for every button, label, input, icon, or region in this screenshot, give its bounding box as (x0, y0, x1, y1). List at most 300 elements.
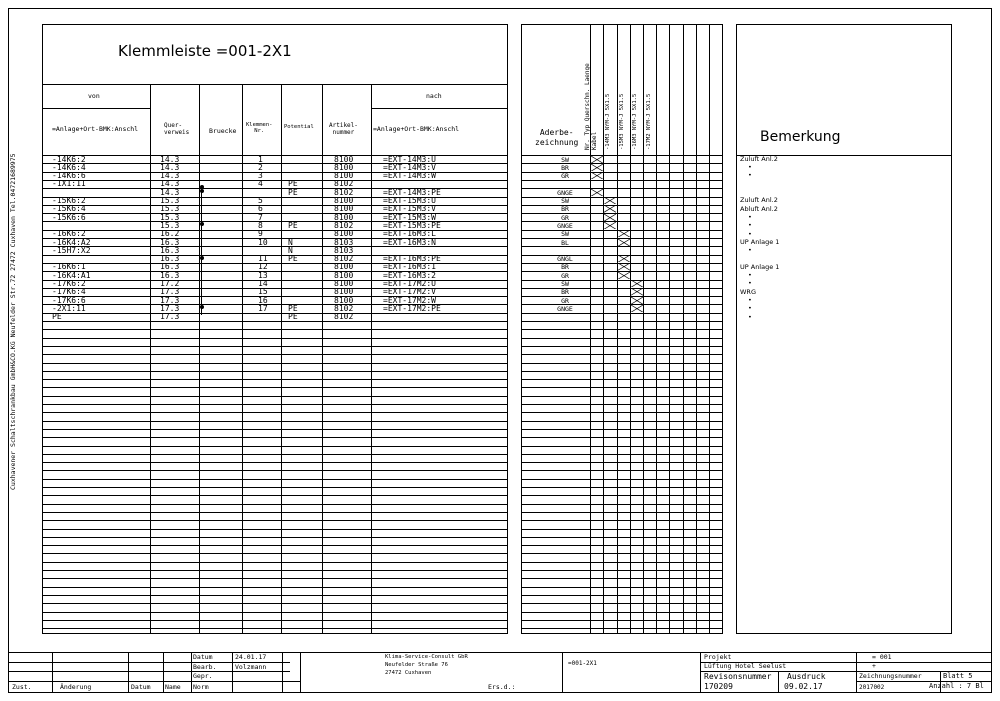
connection-cross (604, 214, 616, 221)
row-line (42, 454, 508, 455)
row-line (42, 412, 508, 413)
cell-von: -15K6:2 (52, 196, 86, 205)
row-line (521, 396, 723, 397)
row-line (521, 421, 723, 422)
row-line (521, 346, 723, 347)
bemerkung-note: • (748, 229, 752, 238)
cell-potential: N (288, 237, 293, 247)
company-line2: Neufelder Straße 76 (385, 662, 448, 668)
connection-cross (631, 288, 643, 295)
row-line (42, 462, 508, 463)
cell-artikelnummer: 8100 (334, 154, 354, 164)
header-von: von (88, 92, 100, 100)
row-line (521, 454, 723, 455)
bearb-label: Bearb. (193, 662, 217, 671)
cell-querverweis: 16.3 (160, 237, 180, 247)
connection-cross (604, 205, 616, 212)
cell-nach: =EXT-14M3:V (383, 162, 436, 172)
row-line (42, 512, 508, 513)
row-line (521, 387, 723, 388)
header-anschluss-von: =Anlage+Ort-BMK:Anschl (52, 125, 139, 133)
revision-value: 170209 (704, 682, 733, 691)
cell-von: -16K4:A2 (52, 237, 91, 247)
cell-artikelnummer: 8100 (334, 196, 354, 205)
titleblock-col (700, 652, 701, 693)
cell-aderbezeichnung: BR (561, 163, 569, 172)
bemerkung-note: Zuluft Anl.2 (740, 196, 778, 205)
aenderung-label: Änderung (60, 683, 92, 691)
cell-klemmen-nr: 3 (258, 171, 263, 181)
row-line (42, 587, 508, 588)
row-line (521, 379, 723, 380)
zeichnung-value: 2017002 (859, 684, 885, 691)
titleblock-col (128, 652, 129, 693)
row-line (42, 271, 508, 272)
cell-aderbezeichnung: GNGE (557, 221, 573, 230)
cell-klemmen-nr: 4 (258, 179, 263, 189)
cell-potential: PE (288, 312, 298, 322)
row-line (42, 329, 508, 330)
header-line (42, 155, 508, 156)
cell-querverweis: 17.3 (160, 312, 180, 322)
row-line (521, 495, 723, 496)
row-line (42, 288, 508, 289)
bemerkung-frame (736, 24, 952, 634)
row-line (521, 313, 723, 314)
column-line (322, 84, 323, 634)
datum-label: Datum (193, 653, 213, 661)
row-line (42, 446, 508, 447)
row-line (521, 213, 723, 214)
titleblock-col (282, 652, 283, 693)
row-line (521, 288, 723, 289)
row-line (42, 321, 508, 322)
cell-klemmen-nr: 7 (258, 212, 263, 222)
header-bruecke: Bruecke (209, 127, 237, 135)
cell-querverweis: 16.3 (160, 254, 180, 264)
cell-artikelnummer: 8102 (334, 303, 354, 313)
cell-aderbezeichnung: GNGL (557, 255, 573, 264)
titleblock-line (8, 652, 992, 653)
company-line1: Klima-Service-Consult GbR (385, 654, 468, 660)
cell-nach: =EXT-17M2:V (383, 287, 436, 297)
cell-nach: =EXT-16M3:2 (383, 270, 436, 280)
connection-cross (631, 305, 643, 312)
row-line (42, 520, 508, 521)
bemerkung-note: • (748, 304, 752, 313)
column-line (281, 84, 282, 634)
cell-potential: PE (288, 220, 298, 230)
cell-von: PE (52, 312, 62, 322)
row-line (42, 421, 508, 422)
cell-querverweis: 17.3 (160, 287, 180, 297)
row-line (42, 354, 508, 355)
cell-artikelnummer: 8100 (334, 212, 354, 222)
cell-nach: =EXT-15M3:U (383, 196, 436, 205)
row-line (42, 346, 508, 347)
bemerkung-note: Abluft Anl.2 (740, 204, 778, 213)
row-line (521, 620, 723, 621)
cell-klemmen-nr: 15 (258, 287, 268, 297)
cell-querverweis: 16.3 (160, 245, 180, 255)
cell-klemmen-nr: 16 (258, 295, 268, 305)
table-title: Klemmleiste =001-2X1 (118, 42, 292, 60)
row-line (521, 371, 723, 372)
cell-von: -16K4:A1 (52, 270, 91, 280)
titleblock-col (52, 652, 53, 693)
row-line (42, 578, 508, 579)
bemerkung-note: • (748, 295, 752, 304)
row-line (42, 429, 508, 430)
plus-value: + (872, 662, 876, 670)
cell-von: -17K6:4 (52, 287, 86, 297)
header-line (42, 84, 508, 85)
row-line (521, 354, 723, 355)
titleblock-col (856, 652, 857, 693)
cell-nach: =EXT-14M3:PE (383, 187, 441, 197)
cell-klemmen-nr: 2 (258, 162, 263, 172)
row-line (521, 205, 723, 206)
drawing-id: =001-2X1 (568, 660, 597, 667)
row-line (521, 321, 723, 322)
cell-querverweis: 17.2 (160, 279, 180, 288)
projekt-label: Projekt (704, 653, 732, 661)
row-line (521, 412, 723, 413)
row-line (521, 329, 723, 330)
connection-cross (591, 156, 603, 163)
cell-potential: PE (288, 254, 298, 264)
row-line (521, 470, 723, 471)
cell-artikelnummer: 8100 (334, 295, 354, 305)
company-side-text: Cuxhavener Schaltschrankbau GmbH&CO.KG Neufelder Str.72 27472 Cuxhaven Tel.04721689975 (9, 153, 17, 490)
row-line (42, 495, 508, 496)
bemerkung-title: Bemerkung (760, 129, 841, 145)
cell-artikelnummer: 8102 (334, 187, 354, 197)
cell-querverweis: 14.3 (160, 154, 180, 164)
cell-artikelnummer: 8102 (334, 179, 354, 189)
row-line (521, 553, 723, 554)
connection-cross (604, 222, 616, 229)
connection-cross (591, 164, 603, 171)
ers-label: Ers.d.: (488, 683, 516, 691)
cable-column-label: -14M3 NYM-J 5X1.5 (605, 93, 611, 150)
cell-nach: =EXT-17M2:PE (383, 303, 441, 313)
titleblock-col (562, 652, 563, 693)
row-line (521, 603, 723, 604)
cable-column-label: -15M3 NYM-J 5X1.5 (618, 93, 625, 150)
titleblock-col (163, 652, 164, 693)
cell-nach: =EXT-15M3:V (383, 204, 436, 214)
titleblock-col (778, 671, 779, 693)
cell-artikelnummer: 8103 (334, 245, 354, 255)
bearb-value: Volzmann (235, 662, 267, 671)
bemerkung-note: • (748, 246, 752, 255)
cell-nach: =EXT-16M3:PE (383, 254, 441, 264)
cell-artikelnummer: 8100 (334, 262, 354, 272)
header-aderbezeichnung: Aderbe- zeichnung (535, 128, 579, 147)
cell-klemmen-nr: 5 (258, 196, 263, 205)
cell-artikelnummer: 8102 (334, 312, 354, 322)
cell-aderbezeichnung: BR (561, 263, 569, 272)
cell-von: -16K6:2 (52, 229, 86, 239)
cell-querverweis: 16.3 (160, 262, 180, 272)
cell-nach: =EXT-17M2:W (383, 295, 436, 305)
cell-artikelnummer: 8100 (334, 204, 354, 214)
bemerkung-note: WRG (740, 287, 756, 296)
row-line (521, 520, 723, 521)
connection-cross (631, 280, 643, 287)
cell-querverweis: 16.2 (160, 229, 180, 239)
zust-label: Zust. (12, 683, 32, 691)
cell-von: -2X1:11 (52, 303, 86, 313)
titleblock-line (856, 662, 992, 663)
row-line (42, 529, 508, 530)
header-anschluss-nach: =Anlage+Ort-BMK:Anschl (373, 125, 460, 133)
cell-artikelnummer: 8100 (334, 171, 354, 181)
row-line (42, 545, 508, 546)
cell-von: -14K6:6 (52, 171, 86, 181)
row-line (42, 553, 508, 554)
cell-potential: PE (288, 179, 298, 189)
bemerkung-note: • (748, 279, 752, 288)
blatt-value: Blatt 5 (943, 672, 973, 680)
cell-artikelnummer: 8100 (334, 279, 354, 288)
row-line (521, 562, 723, 563)
cell-nach: =EXT-16M3:N (383, 237, 436, 247)
titleblock-col (191, 652, 192, 693)
column-line (199, 84, 200, 634)
row-line (42, 238, 508, 239)
row-line (521, 280, 723, 281)
bemerkung-note: • (748, 271, 752, 279)
row-line (521, 446, 723, 447)
gepr-label: Gepr. (193, 672, 213, 680)
cell-nach: =EXT-15M3:PE (383, 220, 441, 230)
bemerkung-note: • (748, 163, 752, 172)
cell-aderbezeichnung: BR (561, 288, 569, 297)
row-line (521, 479, 723, 480)
header-potential: Potential (284, 124, 314, 130)
connection-cross (591, 172, 603, 179)
bridge-line (201, 186, 202, 316)
cell-klemmen-nr: 17 (258, 303, 268, 313)
header-line (42, 108, 150, 109)
row-line (42, 620, 508, 621)
header-querverweis: Quer- verweis (164, 122, 190, 136)
cell-von: -15H7:X2 (52, 245, 91, 255)
cell-klemmen-nr: 1 (258, 154, 263, 164)
cell-von: -15K6:6 (52, 212, 86, 222)
cell-querverweis: 17.3 (160, 303, 180, 313)
cell-querverweis: 15.3 (160, 220, 180, 230)
cell-artikelnummer: 8100 (334, 162, 354, 172)
connection-cross (631, 297, 643, 304)
row-line (521, 197, 723, 198)
row-line (42, 180, 508, 181)
cell-klemmen-nr: 14 (258, 279, 268, 288)
cell-nach: =EXT-14M3:U (383, 154, 436, 164)
datum-value: 24.01.17 (235, 653, 267, 661)
cell-aderbezeichnung: GR (561, 172, 569, 181)
row-line (521, 172, 723, 173)
cell-artikelnummer: 8100 (334, 287, 354, 297)
row-line (42, 246, 508, 247)
row-line (521, 304, 723, 305)
row-line (521, 570, 723, 571)
company-line3: 27472 Cuxhaven (385, 670, 432, 676)
row-line (42, 387, 508, 388)
cell-artikelnummer: 8102 (334, 254, 354, 264)
bemerkung-note: UP Anlage 1 (740, 262, 780, 271)
cell-von: -14K6:4 (52, 162, 86, 172)
row-line (42, 628, 508, 629)
column-line (242, 84, 243, 634)
bemerkung-note: • (748, 221, 752, 230)
cell-querverweis: 14.3 (160, 179, 180, 189)
cell-von: -14K6:2 (52, 154, 86, 164)
cell-klemmen-nr: 12 (258, 262, 268, 272)
row-line (42, 280, 508, 281)
anzahl-value: Anzahl : 7 Bl (929, 682, 984, 690)
cell-klemmen-nr: 8 (258, 220, 263, 230)
cell-nach: =EXT-17M2:U (383, 279, 436, 288)
header-kabel: Nr. Typ Querschn. Laenge Kabel (584, 63, 598, 150)
cell-querverweis: 15.3 (160, 196, 180, 205)
row-line (42, 296, 508, 297)
row-line (42, 213, 508, 214)
row-line (42, 504, 508, 505)
cell-klemmen-nr: 11 (258, 254, 268, 264)
zeichnung-label: Zeichnungsnummer (859, 672, 922, 680)
cell-nach: =EXT-15M3:W (383, 212, 436, 222)
header-line (521, 155, 723, 156)
row-line (521, 180, 723, 181)
row-line (42, 570, 508, 571)
row-line (42, 163, 508, 164)
row-line (521, 628, 723, 629)
row-line (521, 404, 723, 405)
cell-querverweis: 17.3 (160, 295, 180, 305)
titleblock-col (232, 652, 233, 693)
cell-querverweis: 14.3 (160, 162, 180, 172)
row-line (42, 379, 508, 380)
row-line (42, 172, 508, 173)
row-line (521, 612, 723, 613)
cell-von: -1X1:11 (52, 179, 86, 189)
cell-aderbezeichnung: BR (561, 205, 569, 214)
row-line (521, 163, 723, 164)
cell-von: -16K6:1 (52, 262, 86, 272)
cell-nach: =EXT-16M3:L (383, 229, 436, 239)
connection-cross (618, 230, 630, 237)
row-line (42, 612, 508, 613)
cell-potential: PE (288, 303, 298, 313)
cell-aderbezeichnung: GR (561, 271, 569, 280)
cell-artikelnummer: 8103 (334, 237, 354, 247)
header-line (371, 108, 508, 109)
column-line (150, 84, 151, 634)
connection-cross (618, 272, 630, 279)
cell-von: -15K6:4 (52, 204, 86, 214)
row-line (521, 429, 723, 430)
row-line (521, 587, 723, 588)
column-line (371, 84, 372, 634)
connection-cross (591, 189, 603, 196)
ausdruck-label: Ausdruck (787, 672, 826, 681)
cell-querverweis: 16.3 (160, 270, 180, 280)
cell-querverweis: 14.3 (160, 187, 180, 197)
cable-column-label: -16M3 NYM-J 5X1.5 (632, 93, 638, 150)
cell-potential: N (288, 245, 293, 255)
row-line (42, 404, 508, 405)
row-line (521, 487, 723, 488)
row-line (42, 205, 508, 206)
datum2-label: Datum (131, 683, 151, 691)
titleblock-line (8, 671, 290, 672)
connection-cross (618, 239, 630, 246)
cell-aderbezeichnung: SW (561, 280, 569, 288)
norm-label: Norm (193, 682, 209, 691)
cell-von: -17K6:6 (52, 295, 86, 305)
cell-klemmen-nr: 10 (258, 237, 268, 247)
row-line (42, 363, 508, 364)
titleblock-col (300, 652, 301, 693)
row-line (521, 504, 723, 505)
row-line (521, 462, 723, 463)
cell-aderbezeichnung: BL (561, 238, 569, 247)
row-line (42, 396, 508, 397)
row-line (42, 537, 508, 538)
cell-artikelnummer: 8100 (334, 229, 354, 239)
cell-aderbezeichnung: GNGE (557, 188, 573, 197)
bemerkung-note: UP Anlage 1 (740, 237, 780, 246)
row-line (521, 338, 723, 339)
cell-aderbezeichnung: SW (561, 155, 569, 164)
cell-nach: =EXT-16M3:1 (383, 262, 436, 272)
connection-cross (618, 263, 630, 270)
row-line (521, 296, 723, 297)
cell-aderbezeichnung: GNGE (557, 304, 573, 313)
ausdruck-value: 09.02.17 (784, 682, 823, 691)
connection-cross (604, 197, 616, 204)
row-line (521, 578, 723, 579)
cell-klemmen-nr: 6 (258, 204, 263, 214)
row-line (521, 529, 723, 530)
row-line (42, 437, 508, 438)
row-line (521, 437, 723, 438)
header-nach: nach (426, 92, 442, 100)
row-line (521, 246, 723, 247)
cell-aderbezeichnung: SW (561, 197, 569, 205)
row-line (42, 487, 508, 488)
bemerkung-note: Zuluft Anl.2 (740, 154, 778, 163)
row-line (42, 603, 508, 604)
cable-column-label: -17M2 NYM-J 5X1.5 (645, 93, 652, 150)
cell-artikelnummer: 8100 (334, 270, 354, 280)
row-line (42, 338, 508, 339)
name-label: Name (165, 683, 181, 691)
cell-querverweis: 15.3 (160, 212, 180, 222)
cell-nach: =EXT-14M3:W (383, 171, 436, 181)
row-line (521, 221, 723, 222)
bemerkung-note: • (748, 171, 752, 180)
cell-querverweis: 14.3 (160, 171, 180, 181)
cell-potential: PE (288, 187, 298, 197)
header-klemmen-nr: Klemmen- Nr. (246, 122, 273, 134)
row-line (521, 188, 723, 189)
row-line (521, 363, 723, 364)
row-line (42, 479, 508, 480)
